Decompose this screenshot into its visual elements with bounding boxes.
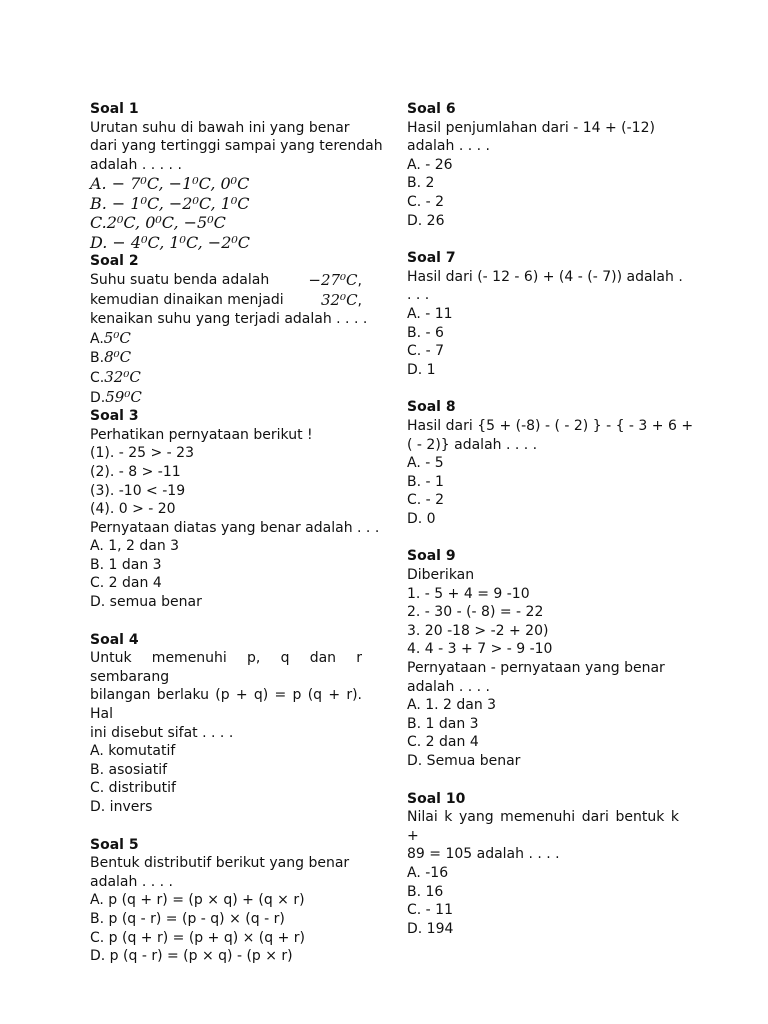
option-c: C. - 7 — [407, 343, 445, 360]
option-b: B. 2 — [407, 175, 435, 192]
option-c: C. - 11 — [407, 902, 453, 919]
question-stem-line: ini disebut sifat . . . . — [90, 724, 234, 741]
question-title: Soal 7 — [407, 250, 456, 267]
question-stem-line: adalah . . . . — [90, 873, 173, 890]
option-d: D. 194 — [407, 920, 454, 937]
right-column — [407, 100, 694, 938]
question-6 — [407, 100, 679, 230]
question-stem-line: Hasil dari {5 + (-8) - ( - 2) } - { - 3 + 6 + — [407, 417, 694, 434]
question-stem-line: Untuk memenuhi p, q dan r sembarang — [90, 650, 362, 685]
question-5 — [90, 836, 362, 966]
option-d: D. 0 — [407, 510, 436, 527]
option-b: B. p (q - r) = (p - q) × (q - r) — [90, 910, 285, 927]
question-9 — [407, 547, 679, 770]
question-title: Soal 6 — [407, 101, 456, 117]
option-c: C. 2 dan 4 — [407, 734, 479, 751]
question-stem-line — [90, 291, 362, 311]
option-a: A. - 26 — [407, 156, 453, 173]
option-a: A. - 11 — [407, 305, 453, 322]
option-b: B. - 6 — [407, 324, 444, 341]
question-title: Soal 8 — [407, 399, 456, 416]
option-d: D. invers — [90, 799, 153, 815]
option-d: D. Semua benar — [407, 753, 521, 769]
option-a: A. - 5 — [407, 455, 444, 472]
question-stem-line: bilangan berlaku (p + q) = p (q + r). Hal — [90, 687, 362, 723]
question-title: Soal 1 — [90, 101, 139, 117]
question-title: Soal 10 — [407, 790, 466, 807]
question-stem-line: Nilai k yang memenuhi dari bentuk k + — [407, 809, 679, 844]
option-b: B.8⁰C — [90, 348, 132, 367]
statement: (1). - 25 > - 23 — [90, 445, 194, 462]
option-d: D. p (q - r) = (p × q) - (p × r) — [90, 948, 293, 965]
question-intro: Perhatikan pernyataan berikut ! — [90, 426, 313, 443]
question-4 — [90, 631, 362, 817]
statement: (4). 0 > - 20 — [90, 501, 176, 518]
option-c: C. distributif — [90, 780, 176, 797]
option-b: B. asosiatif — [90, 761, 168, 778]
option-d: D. 26 — [407, 212, 445, 229]
question-stem-line: Hasil dari (- 12 - 6) + (4 - (- 7)) adalah . — [407, 268, 683, 285]
question-3 — [90, 407, 380, 612]
question-title: Soal 4 — [90, 631, 139, 648]
question-2 — [90, 252, 368, 407]
option-b: B. - 1 — [407, 473, 444, 490]
option-c: C.32⁰C — [90, 367, 141, 386]
question-title: Soal 3 — [90, 408, 139, 425]
question-stem-line: adalah . . . . . — [90, 156, 182, 173]
left-column — [90, 100, 383, 966]
question-prompt: Pernyataan - pernyataan yang benar — [407, 660, 665, 677]
question-title: Soal 2 — [90, 253, 139, 270]
question-stem-line: kenaikan suhu yang terjadi adalah . . . . — [90, 311, 368, 328]
option-a: A. − 7⁰C, −1⁰C, 0⁰C — [90, 174, 250, 194]
option-a: A.5⁰C — [90, 328, 131, 347]
statement: 4. 4 - 3 + 7 > - 9 -10 — [407, 641, 553, 658]
statement: (2). - 8 > -11 — [90, 463, 181, 480]
question-stem-line: . . . — [407, 287, 430, 304]
question-stem-line: adalah . . . . — [407, 138, 490, 155]
option-c: C. 2 dan 4 — [90, 575, 162, 592]
option-d: D. 1 — [407, 361, 436, 378]
option-d: D. − 4⁰C, 1⁰C, −2⁰C — [90, 232, 251, 252]
option-a: A. 1. 2 dan 3 — [407, 697, 497, 714]
option-b: B. 1 dan 3 — [407, 715, 479, 732]
question-stem-line: Hasil penjumlahan dari - 14 + (-12) — [407, 119, 655, 136]
option-b: B. − 1⁰C, −2⁰C, 1⁰C — [90, 193, 250, 213]
option-d: D. semua benar — [90, 594, 202, 611]
question-title: Soal 9 — [407, 548, 456, 565]
statement: 1. - 5 + 4 = 9 -10 — [407, 585, 530, 602]
stem-math: 32⁰C, — [320, 290, 362, 309]
question-stem-line: dari yang tertinggi sampai yang terendah — [90, 138, 383, 155]
statement: (3). -10 < -19 — [90, 482, 186, 499]
option-a: A. komutatif — [90, 743, 176, 760]
stem-math: −27⁰C, — [308, 270, 362, 289]
question-title: Soal 5 — [90, 836, 139, 853]
question-stem-line: ( - 2)} adalah . . . . — [407, 436, 538, 453]
question-prompt: Pernyataan diatas yang benar adalah . . . — [90, 519, 380, 536]
question-stem-line: Bentuk distributif berikut yang benar — [90, 855, 350, 872]
statement: 2. - 30 - (- 8) = - 22 — [407, 604, 544, 621]
question-intro: Diberikan — [407, 567, 475, 584]
question-10 — [407, 790, 679, 939]
option-a: A. p (q + r) = (p × q) + (q × r) — [90, 892, 305, 909]
stem-text: kemudian dinaikan menjadi — [90, 291, 284, 308]
question-8 — [407, 398, 694, 528]
question-stem-line: Urutan suhu di bawah ini yang benar — [90, 119, 350, 136]
stem-text: Suhu suatu benda adalah — [90, 271, 270, 288]
question-7 — [407, 249, 683, 379]
option-c: C. p (q + r) = (p + q) × (q + r) — [90, 929, 305, 946]
option-c: C. - 2 — [407, 193, 445, 210]
question-stem-line — [90, 271, 362, 291]
option-a: A. -16 — [407, 864, 449, 881]
option-a: A. 1, 2 dan 3 — [90, 538, 180, 555]
question-stem-line: 89 = 105 adalah . . . . — [407, 846, 560, 863]
statement: 3. 20 -18 > -2 + 20) — [407, 622, 549, 639]
option-d: D.59⁰C — [90, 387, 142, 406]
question-1 — [90, 100, 383, 252]
option-b: B. 1 dan 3 — [90, 556, 162, 573]
option-b: B. 16 — [407, 883, 444, 900]
option-c: C. - 2 — [407, 492, 445, 509]
question-prompt: adalah . . . . — [407, 678, 490, 695]
option-c: C.2⁰C, 0⁰C, −5⁰C — [90, 213, 226, 233]
